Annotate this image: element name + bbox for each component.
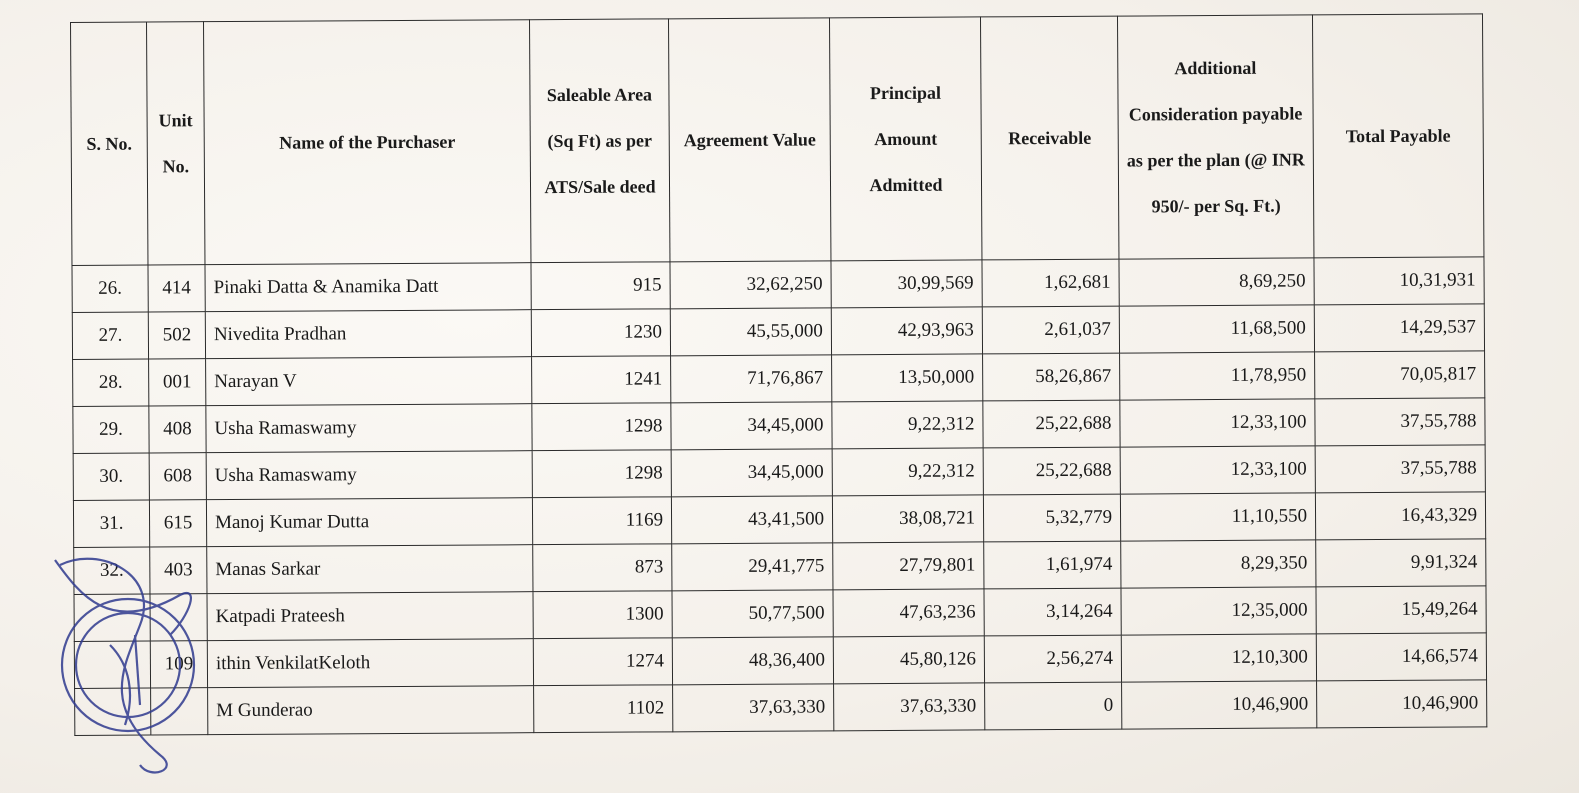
table-row: [74, 633, 1486, 689]
cell-total-payable: 16,43,329: [1315, 492, 1485, 540]
header-s-no: S. No.: [71, 22, 148, 265]
cell-receivable: 0: [985, 682, 1122, 730]
cell-total-payable: 37,55,788: [1315, 445, 1485, 493]
cell-additional-consideration: 11,68,500: [1119, 305, 1314, 353]
cell-saleable-area: 1274: [533, 638, 672, 686]
cell-additional-consideration: 11,78,950: [1120, 352, 1315, 400]
header-purchaser-name: Name of the Purchaser: [204, 20, 531, 265]
cell-total-payable: 10,31,931: [1314, 257, 1484, 305]
cell-saleable-area: 1169: [532, 497, 671, 545]
cell-principal-amount: 9,22,312: [832, 448, 983, 496]
cell-agreement-value: 48,36,400: [672, 637, 833, 685]
table-row: [72, 257, 1484, 313]
cell-saleable-area: 873: [533, 544, 672, 592]
cell-unit-no: [151, 688, 208, 735]
table-row: [72, 304, 1484, 360]
cell-total-payable: 15,49,264: [1316, 586, 1486, 634]
cell-saleable-area: 1102: [534, 685, 673, 733]
cell-agreement-value: 29,41,775: [672, 543, 833, 591]
cell-unit-no: 403: [150, 547, 207, 594]
cell-purchaser-name: Manas Sarkar: [207, 545, 533, 594]
cell-unit-no: 109: [150, 641, 207, 688]
cell-receivable: 1,62,681: [982, 259, 1119, 307]
cell-s-no: 32.: [74, 547, 150, 594]
cell-receivable: 5,32,779: [983, 494, 1120, 542]
cell-principal-amount: 27,79,801: [833, 542, 984, 590]
table-row: [73, 445, 1485, 501]
cell-purchaser-name: Usha Ramaswamy: [206, 451, 532, 500]
header-agreement-value: Agreement Value: [668, 18, 830, 262]
cell-unit-no: 408: [149, 406, 206, 453]
table-row: [74, 539, 1486, 595]
cell-principal-amount: 47,63,236: [833, 589, 984, 637]
cell-s-no: [75, 688, 151, 735]
cell-receivable: 2,61,037: [982, 306, 1119, 354]
cell-saleable-area: 1241: [532, 356, 671, 404]
cell-total-payable: 10,46,900: [1317, 680, 1487, 728]
cell-saleable-area: 915: [531, 262, 670, 310]
header-total-payable: Total Payable: [1312, 14, 1483, 258]
cell-saleable-area: 1298: [532, 403, 671, 451]
cell-unit-no: 615: [149, 500, 206, 547]
cell-receivable: 25,22,688: [983, 400, 1120, 448]
cell-total-payable: 14,29,537: [1314, 304, 1484, 352]
cell-s-no: 30.: [73, 453, 149, 500]
table-row: [75, 680, 1487, 736]
cell-additional-consideration: 12,10,300: [1121, 634, 1316, 682]
cell-additional-consideration: 10,46,900: [1122, 681, 1317, 729]
cell-principal-amount: 13,50,000: [832, 354, 983, 402]
cell-additional-consideration: 12,33,100: [1120, 399, 1315, 447]
cell-s-no: 31.: [73, 500, 149, 547]
cell-total-payable: 37,55,788: [1315, 398, 1485, 446]
cell-total-payable: 9,91,324: [1316, 539, 1486, 587]
cell-receivable: 25,22,688: [983, 447, 1120, 495]
purchaser-table: [70, 13, 1487, 736]
table-row: [73, 492, 1485, 548]
cell-purchaser-name: Katpadi Prateesh: [207, 592, 533, 641]
cell-unit-no: [150, 594, 207, 641]
cell-agreement-value: 37,63,330: [673, 684, 834, 732]
cell-saleable-area: 1230: [531, 309, 670, 357]
cell-s-no: 28.: [73, 359, 149, 406]
cell-principal-amount: 37,63,330: [834, 683, 985, 731]
cell-agreement-value: 32,62,250: [670, 261, 831, 309]
cell-receivable: 58,26,867: [983, 353, 1120, 401]
cell-purchaser-name: Manoj Kumar Dutta: [206, 498, 532, 547]
header-receivable: Receivable: [980, 16, 1118, 260]
cell-agreement-value: 50,77,500: [672, 590, 833, 638]
header-saleable-area: Saleable Area (Sq Ft) as per ATS/Sale deed: [529, 19, 669, 263]
cell-receivable: 3,14,264: [984, 588, 1121, 636]
cell-additional-consideration: 8,29,350: [1121, 540, 1316, 588]
cell-additional-consideration: 11,10,550: [1120, 493, 1315, 541]
cell-purchaser-name: Pinaki Datta & Anamika Datt: [205, 263, 531, 312]
header-additional-consideration: Additional Consideration payable as per the plan (@ INR 950/- per Sq. Ft.): [1117, 15, 1313, 259]
cell-unit-no: 414: [148, 265, 205, 312]
cell-additional-consideration: 8,69,250: [1119, 258, 1314, 306]
cell-unit-no: 001: [149, 359, 206, 406]
cell-principal-amount: 30,99,569: [831, 260, 982, 308]
table-body: [72, 257, 1487, 736]
table-row: [73, 398, 1485, 454]
cell-total-payable: 14,66,574: [1316, 633, 1486, 681]
cell-principal-amount: 38,08,721: [832, 495, 983, 543]
cell-unit-no: 608: [149, 453, 206, 500]
header-unit-no: Unit No.: [147, 22, 205, 265]
cell-unit-no: 502: [148, 312, 205, 359]
table-row: [74, 586, 1486, 642]
cell-additional-consideration: 12,35,000: [1121, 587, 1316, 635]
cell-purchaser-name: Narayan V: [206, 357, 532, 406]
cell-s-no: 29.: [73, 406, 149, 453]
cell-additional-consideration: 12,33,100: [1120, 446, 1315, 494]
cell-principal-amount: 42,93,963: [831, 307, 982, 355]
cell-s-no: [74, 594, 150, 641]
header-principal-amount: Principal Amount Admitted: [829, 17, 981, 261]
cell-purchaser-name: ithin VenkilatKeloth: [207, 639, 533, 688]
cell-saleable-area: 1298: [532, 450, 671, 498]
cell-s-no: 27.: [72, 312, 148, 359]
cell-receivable: 1,61,974: [984, 541, 1121, 589]
cell-purchaser-name: M Gunderao: [208, 686, 534, 735]
cell-total-payable: 70,05,817: [1315, 351, 1485, 399]
cell-saleable-area: 1300: [533, 591, 672, 639]
cell-purchaser-name: Nivedita Pradhan: [205, 310, 531, 359]
cell-agreement-value: 43,41,500: [671, 496, 832, 544]
table-row: [73, 351, 1485, 407]
cell-s-no: 26.: [72, 265, 148, 312]
cell-s-no: [74, 641, 150, 688]
cell-agreement-value: 34,45,000: [671, 402, 832, 450]
cell-principal-amount: 9,22,312: [832, 401, 983, 449]
cell-receivable: 2,56,274: [984, 635, 1121, 683]
cell-principal-amount: 45,80,126: [833, 636, 984, 684]
cell-agreement-value: 34,45,000: [671, 449, 832, 497]
cell-agreement-value: 71,76,867: [671, 355, 832, 403]
table-header-row: [71, 14, 1484, 266]
cell-purchaser-name: Usha Ramaswamy: [206, 404, 532, 453]
cell-agreement-value: 45,55,000: [670, 308, 831, 356]
